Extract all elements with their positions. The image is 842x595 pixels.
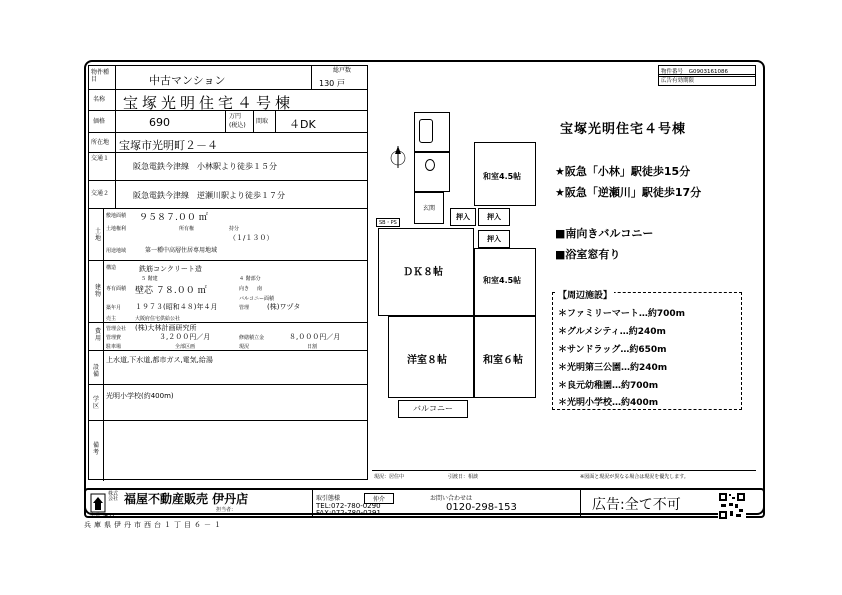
address-value: 宝塚市光明町２－４ bbox=[119, 139, 218, 152]
address-row bbox=[89, 133, 367, 153]
direction-label: 向き bbox=[239, 286, 250, 292]
entrance bbox=[414, 192, 444, 224]
school-row bbox=[89, 385, 367, 421]
price-row bbox=[89, 111, 367, 133]
company-license: 宅建 3455 bbox=[90, 513, 115, 519]
layout-value: ４DK bbox=[289, 118, 316, 131]
management-co-label: 管理会社 bbox=[106, 326, 127, 332]
remarks-label: 備考 bbox=[93, 442, 100, 456]
rights-label: 土地権利 bbox=[106, 226, 127, 232]
toilet-icon bbox=[425, 159, 435, 171]
balcony-area-label: バルコニー面積 bbox=[239, 296, 275, 302]
company-fax: FAX:072-780-0291 bbox=[316, 509, 381, 517]
cost-section bbox=[89, 323, 367, 351]
direction-value: 南 bbox=[257, 286, 263, 292]
school-value: 光明小学校(約400m) bbox=[106, 392, 174, 400]
current-label: 現況 bbox=[239, 344, 250, 350]
management-fee-value: ３,２００円／月 bbox=[159, 333, 211, 341]
ad-expiry-box bbox=[658, 74, 756, 86]
room-washitsu-2-label: 和室4.5帖 bbox=[483, 276, 522, 285]
transport-label-2: 交通２ bbox=[91, 190, 110, 197]
category-label: 物件種目 bbox=[91, 69, 110, 83]
transport-text-1: 阪急電鉄今津線 小林駅より徒歩１５分 bbox=[133, 162, 277, 171]
balcony: バルコニー bbox=[398, 400, 468, 418]
built-value: １９７３(昭和４８)年４月 bbox=[135, 303, 218, 311]
room-youshitsu bbox=[388, 316, 474, 398]
plan-note: ※図面と現況が異なる場合は現況を優先します。 bbox=[580, 474, 689, 480]
toilet-area bbox=[414, 152, 450, 192]
plan-handover: 引渡日：相談 bbox=[448, 474, 479, 480]
share-label: 持分 bbox=[229, 226, 240, 232]
property-info-table bbox=[88, 65, 368, 480]
school-label: 学区 bbox=[93, 396, 100, 410]
parking-label: 駐車場 bbox=[106, 344, 122, 350]
qr-code-icon[interactable] bbox=[718, 492, 746, 520]
company-prefix: 株式会社 bbox=[108, 491, 119, 502]
transport-label-1: 交通１ bbox=[91, 155, 110, 162]
structure-value: 鉄筋コンクリート造 bbox=[139, 265, 202, 273]
sb-ps-label: SB・PS bbox=[376, 218, 400, 227]
closet-2: 押入 bbox=[450, 208, 476, 226]
person-label: 担当者： bbox=[216, 507, 237, 513]
area-value: 壁芯 ７８.００ ㎡ bbox=[135, 286, 207, 296]
nearby-item-1: ＊ファミリーマート…約700m bbox=[558, 309, 685, 319]
closet-3: 押入 bbox=[478, 230, 510, 248]
bathtub-icon bbox=[419, 119, 433, 143]
share-value: （１/１３０） bbox=[229, 234, 274, 242]
parking-value: 全部区画 bbox=[175, 344, 196, 350]
room-washitsu-3-label: 和室６帖 bbox=[483, 355, 523, 366]
seller-value: 大阪府住宅供給公社 bbox=[135, 316, 181, 322]
units-value: 130 戸 bbox=[319, 79, 345, 88]
bathroom bbox=[414, 112, 450, 152]
name-label: 名称 bbox=[93, 96, 106, 103]
feature-1: ★阪急「小林」駅徒歩15分 bbox=[555, 165, 691, 178]
feature-3: ■南向きバルコニー bbox=[555, 227, 654, 240]
rights-value: 所有権 bbox=[179, 226, 195, 232]
price-value: 690 bbox=[149, 116, 170, 129]
floors-value: ５ 階建 bbox=[141, 276, 158, 282]
nearby-item-2: ＊グルメシティ…約240m bbox=[558, 327, 666, 337]
name-row bbox=[89, 90, 367, 111]
equipment-row bbox=[89, 351, 367, 385]
structure-label: 構造 bbox=[106, 265, 117, 271]
nearby-title: 【周辺施設】 bbox=[556, 288, 614, 301]
feature-4: ■浴室窓有り bbox=[555, 248, 621, 261]
closet-1: 押入 bbox=[478, 208, 510, 226]
room-washitsu-1 bbox=[474, 142, 536, 206]
area-label: 専有面積 bbox=[106, 286, 127, 292]
company-logo-icon bbox=[90, 493, 106, 513]
room-dk bbox=[378, 228, 474, 316]
repair-fund-value: ８,０００円／月 bbox=[289, 333, 341, 341]
repair-fund-label: 修繕積立金 bbox=[239, 335, 265, 341]
units-label: 総戸数 bbox=[333, 67, 352, 74]
compass-icon bbox=[388, 144, 408, 170]
transport-text-2: 阪急電鉄今津線 逆瀬川駅より徒歩１７分 bbox=[133, 191, 285, 200]
zoning-value: 第一種中高層住居専用地域 bbox=[145, 247, 218, 254]
seller-label: 売主 bbox=[106, 316, 117, 322]
building-label: 建物 bbox=[95, 284, 102, 298]
ad-restriction: 広告:全て不可 bbox=[592, 497, 681, 513]
remarks-row bbox=[89, 421, 367, 481]
building-section bbox=[89, 261, 367, 323]
current-value: 日割 bbox=[307, 344, 318, 350]
equipment-value: 上水道,下水道,都市ガス,電気,給湯 bbox=[106, 356, 213, 364]
code-label: 物件番号 bbox=[661, 69, 684, 75]
deal-label: 取引態様 bbox=[316, 495, 341, 502]
code-value: G0903161086 bbox=[688, 69, 729, 75]
property-name: 宝塚光明住宅４号棟 bbox=[123, 94, 295, 112]
land-label: 土地 bbox=[95, 228, 102, 242]
room-youshitsu-label: 洋室８帖 bbox=[407, 355, 447, 366]
nearby-item-4: ＊光明第三公園…約240m bbox=[558, 363, 668, 373]
ad-expiry-label: 広告有効期限 bbox=[661, 78, 695, 84]
company-name: 福屋不動産販売 伊丹店 bbox=[124, 492, 249, 506]
nearby-item-5: ＊良元幼稚園…約700m bbox=[558, 381, 659, 391]
room-washitsu-3 bbox=[474, 316, 536, 398]
company-tel: TEL:072-780-0290 bbox=[316, 502, 381, 510]
site-area-value: ９５８７.００ ㎡ bbox=[139, 213, 208, 223]
transport-row-2 bbox=[89, 181, 367, 209]
nearby-item-6: ＊光明小学校…約400m bbox=[558, 398, 659, 408]
feature-2: ★阪急「逆瀬川」駅徒歩17分 bbox=[555, 186, 702, 199]
cost-label: 費用 bbox=[95, 328, 102, 342]
manage-type-value: (株)ワヅタ bbox=[267, 303, 301, 311]
built-label: 築年月 bbox=[106, 305, 122, 311]
management-fee-label: 管理費 bbox=[106, 335, 122, 341]
layout-label: 間取 bbox=[256, 118, 269, 125]
company-address: 兵庫県伊丹市西台１丁目６－１ bbox=[84, 521, 224, 529]
entrance-label: 玄関 bbox=[423, 205, 436, 212]
category-row bbox=[89, 66, 367, 90]
transport-row-1 bbox=[89, 153, 367, 181]
company-footer bbox=[84, 488, 765, 518]
land-section bbox=[89, 209, 367, 261]
room-dk-label: ＤＫ８帖 bbox=[403, 267, 443, 278]
site-area-label: 敷地面積 bbox=[106, 213, 127, 219]
plan-current-status: 現況：居住中 bbox=[374, 474, 405, 480]
address-label: 所在地 bbox=[91, 139, 110, 146]
plan-title: 宝塚光明住宅４号棟 bbox=[560, 122, 687, 137]
floor-no-value: ４ 階部分 bbox=[239, 276, 261, 282]
floor-plan bbox=[378, 92, 538, 427]
price-label: 価格 bbox=[93, 118, 106, 125]
room-washitsu-1-label: 和室4.5帖 bbox=[483, 172, 522, 181]
manage-type-label: 管理 bbox=[239, 305, 250, 311]
tax-note: (税込) bbox=[229, 122, 246, 129]
zoning-label: 用途地域 bbox=[106, 248, 127, 254]
nearby-item-3: ＊サンドラッグ…約650m bbox=[558, 345, 667, 355]
free-dial: 0120-298-153 bbox=[446, 502, 517, 513]
room-washitsu-2 bbox=[474, 248, 536, 316]
price-unit: 万円 bbox=[229, 113, 242, 120]
category-value: 中古マンション bbox=[149, 74, 226, 87]
deal-value: 仲介 bbox=[364, 493, 394, 504]
inquiry-label: お問い合わせは bbox=[430, 495, 473, 502]
equipment-label: 設備 bbox=[93, 364, 100, 378]
management-co-value: (株)大林計画研究所 bbox=[135, 324, 197, 332]
